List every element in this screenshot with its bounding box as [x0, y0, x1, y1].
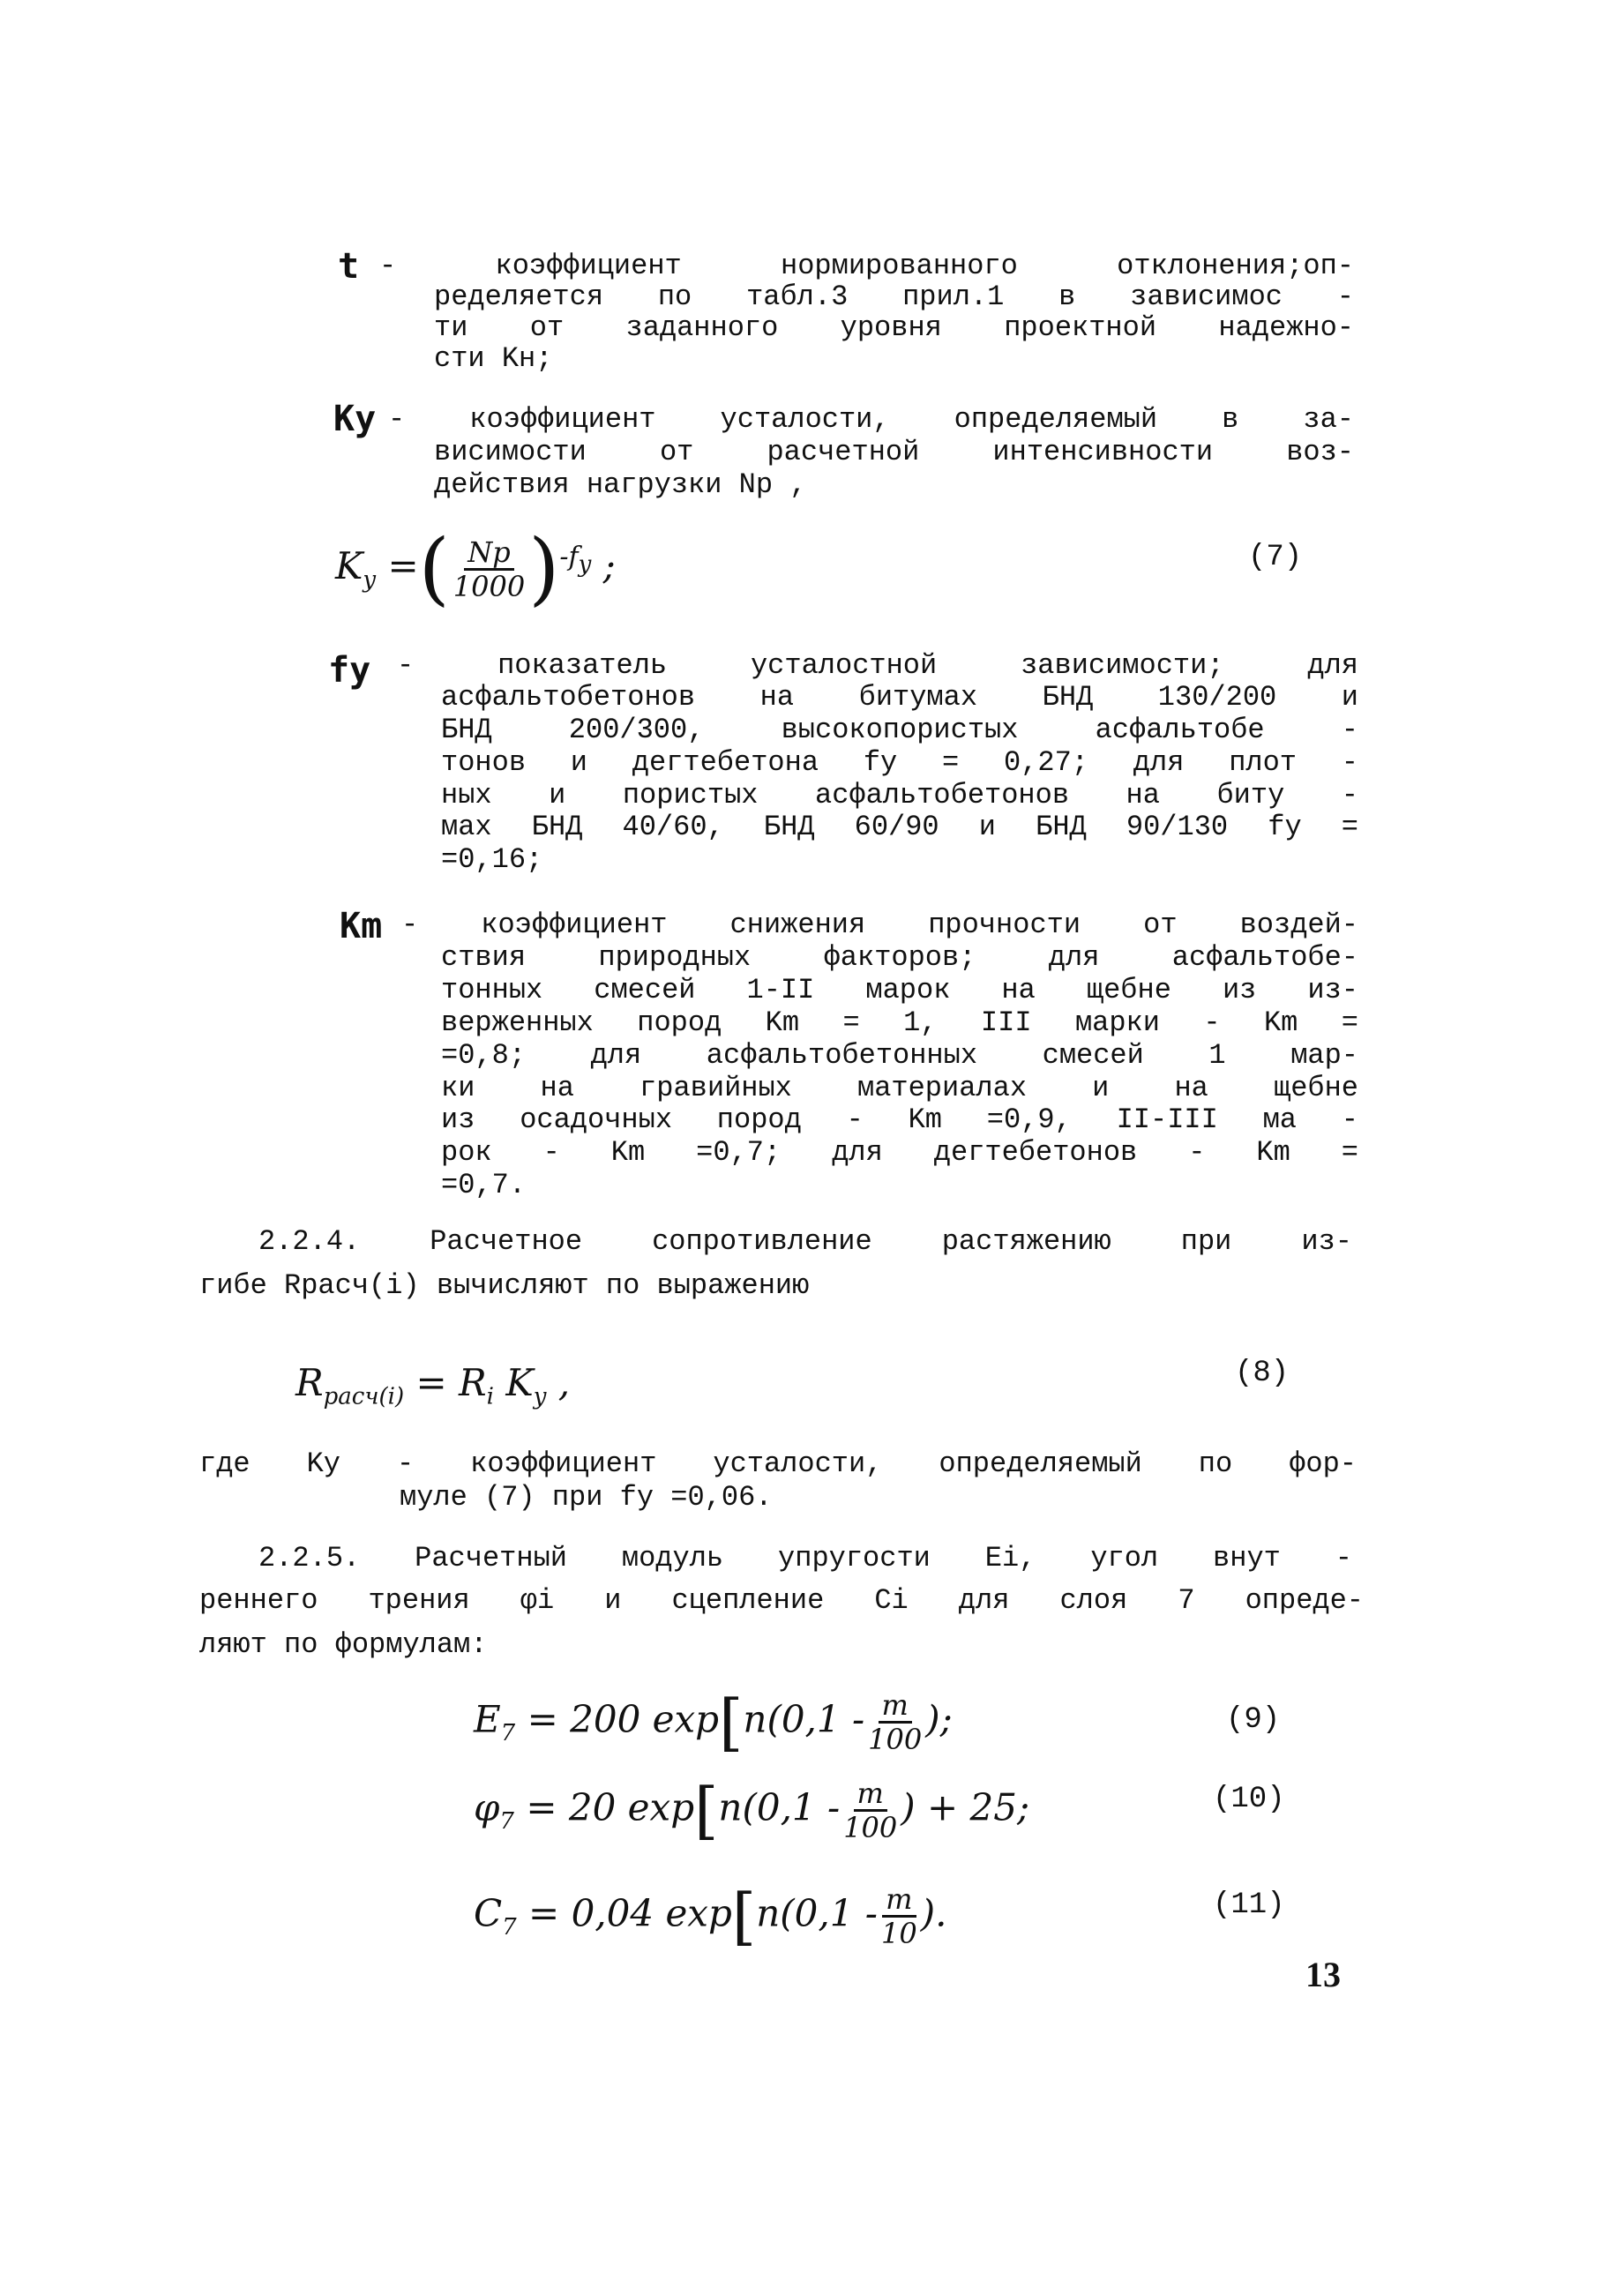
- formula-rhs: = R: [415, 1361, 487, 1404]
- km-def-line: =0,7.: [441, 1169, 527, 1201]
- km-def-line: =0,8; для асфальтобетонных смесей 1 мар-: [441, 1039, 1358, 1072]
- equation-number-8: (8): [1235, 1357, 1290, 1390]
- fy-def-line: тонов и дегтебетона fy = 0,27; для плот -: [441, 746, 1358, 779]
- paragraph-2-2-4-line: 2.2.4. Расчетное сопротивление растяжению при из-: [258, 1225, 1352, 1258]
- formula-lhs: K: [335, 544, 363, 587]
- formula-9: $E_7 = 200$ exp[n(0,1 - $\frac{m}{100}$ );: [474, 1686, 953, 1759]
- equation-number-10: (10): [1213, 1783, 1285, 1816]
- formula-sub: i: [486, 1383, 494, 1410]
- formula-lhs: R: [295, 1361, 324, 1404]
- km-def-line: верженных пород Km = 1, III марки - Km =: [441, 1006, 1358, 1039]
- equals: =: [387, 544, 419, 587]
- punctuation: ,: [557, 1361, 571, 1404]
- fy-def-line: ных и пористых асфальтобетонов на биту -: [441, 779, 1358, 811]
- denominator: 100: [843, 1811, 898, 1844]
- t-def-line: ределяется по табл.3 прил.1 в зависимос -: [434, 280, 1354, 313]
- formula-body: = 20 exp: [526, 1785, 695, 1829]
- equation-number-11: (11): [1213, 1888, 1285, 1922]
- paragraph-2-2-5-line: реннего трения φi и сцепление Ci для слоя 7 опреде-: [199, 1584, 1364, 1617]
- numerator: m: [879, 1689, 912, 1724]
- km-def-line: ствия природных факторов; для асфальтобе-: [441, 941, 1358, 974]
- ky-def-line: - коэффициент усталости, определяемый в за-: [388, 403, 1354, 436]
- fy-def-line: мах БНД 40/60, БНД 60/90 и БНД 90/130 fy =: [441, 811, 1358, 843]
- fraction: [868, 1689, 922, 1755]
- formula-inner: n(0,1 -: [718, 1785, 841, 1829]
- symbol-fy: fy: [328, 650, 371, 691]
- paragraph-2-2-5-line: ляют по формулам:: [199, 1628, 488, 1661]
- paragraph-2-2-4-line: гибе Rрасч(i) вычисляют по выражению: [199, 1269, 810, 1302]
- t-def-line: ти от заданного уровня проектной надежно-: [434, 311, 1354, 344]
- formula-8: [295, 1361, 570, 1418]
- punctuation: ;: [602, 544, 616, 587]
- formula-k: K: [505, 1361, 534, 1404]
- formula-tail: );: [925, 1697, 953, 1741]
- fraction: [453, 536, 525, 602]
- denominator: 10: [880, 1917, 917, 1950]
- formula-sub: 7: [500, 1719, 516, 1746]
- formula-sub: 7: [502, 1913, 517, 1941]
- exponent: -f: [559, 542, 579, 572]
- page-number: 13: [1305, 1955, 1341, 1994]
- formula-body: = 200 exp: [527, 1697, 720, 1741]
- where-line: муле (7) при fy =0,06.: [400, 1481, 773, 1514]
- fy-def-line: =0,16;: [441, 843, 543, 876]
- km-def-line: рок - Km =0,7; для дегтебетонов - Km =: [441, 1136, 1358, 1169]
- numerator: m: [854, 1777, 887, 1812]
- fy-def-line: - показатель усталостной зависимости; для: [397, 649, 1358, 682]
- formula-11: $C_7 = 0,04$ exp[n(0,1 - $\frac{m}{10}$ ).: [474, 1880, 947, 1953]
- formula-7: $K_y$ =( $\frac{Np}{1000}$ )$^{-f_y}$ ;: [335, 522, 616, 615]
- formula-sub: расч(i): [323, 1383, 405, 1410]
- formula-sub: y: [363, 566, 377, 594]
- t-def-line: сти Kн;: [434, 342, 553, 375]
- symbol-t: t: [338, 246, 360, 287]
- formula-lhs: C: [474, 1891, 503, 1935]
- km-def-line: ки на гравийных материалах и на щебне: [441, 1072, 1358, 1104]
- formula-lhs: E: [474, 1697, 501, 1741]
- formula-sub: 7: [499, 1807, 514, 1835]
- formula-sub: y: [533, 1383, 547, 1410]
- ky-def-line: действия нагрузки Np ,: [434, 468, 807, 501]
- formula-body: = 0,04 exp: [528, 1891, 732, 1935]
- fraction: [843, 1777, 897, 1844]
- symbol-km: Km: [340, 906, 383, 946]
- numerator: Np: [464, 536, 513, 571]
- denominator: 1000: [452, 569, 526, 603]
- km-def-line: - коэффициент снижения прочности от воздей-: [401, 909, 1358, 941]
- formula-tail: ) + 25;: [901, 1785, 1030, 1829]
- denominator: 100: [868, 1723, 923, 1756]
- symbol-ky: Ky: [333, 399, 377, 439]
- equation-number-7: (7): [1248, 541, 1303, 574]
- fy-def-line: асфальтобетонов на битумах БНД 130/200 и: [441, 681, 1358, 714]
- numerator: m: [882, 1883, 916, 1918]
- formula-tail: ).: [920, 1891, 947, 1935]
- exponent-sub: y: [578, 551, 592, 578]
- ky-def-line: висимости от расчетной интенсивности воз-: [434, 436, 1354, 468]
- equation-number-9: (9): [1226, 1703, 1281, 1737]
- paragraph-2-2-5-line: 2.2.5. Расчетный модуль упругости Ei, угол внут -: [258, 1542, 1352, 1574]
- formula-lhs: φ: [474, 1785, 500, 1829]
- formula-10: $\varphi_7 = 20$ exp[n(0,1 - $\frac{m}{100}$ ) + 25;: [474, 1774, 1030, 1847]
- fraction: [881, 1883, 917, 1949]
- fy-def-line: БНД 200/300, высокопористых асфальтобе -: [441, 714, 1358, 746]
- formula-inner: n(0,1 -: [743, 1697, 865, 1741]
- formula-inner: n(0,1 -: [756, 1891, 878, 1935]
- km-def-line: из осадочных пород - Km =0,9, II-III ма -: [441, 1103, 1358, 1136]
- km-def-line: тонных смесей 1-II марок на щебне из из-: [441, 974, 1358, 1006]
- where-line: где Ky - коэффициент усталости, определяемый по фор-: [199, 1447, 1357, 1480]
- t-def-line: - коэффициент нормированного отклонения;оп-: [379, 250, 1354, 282]
